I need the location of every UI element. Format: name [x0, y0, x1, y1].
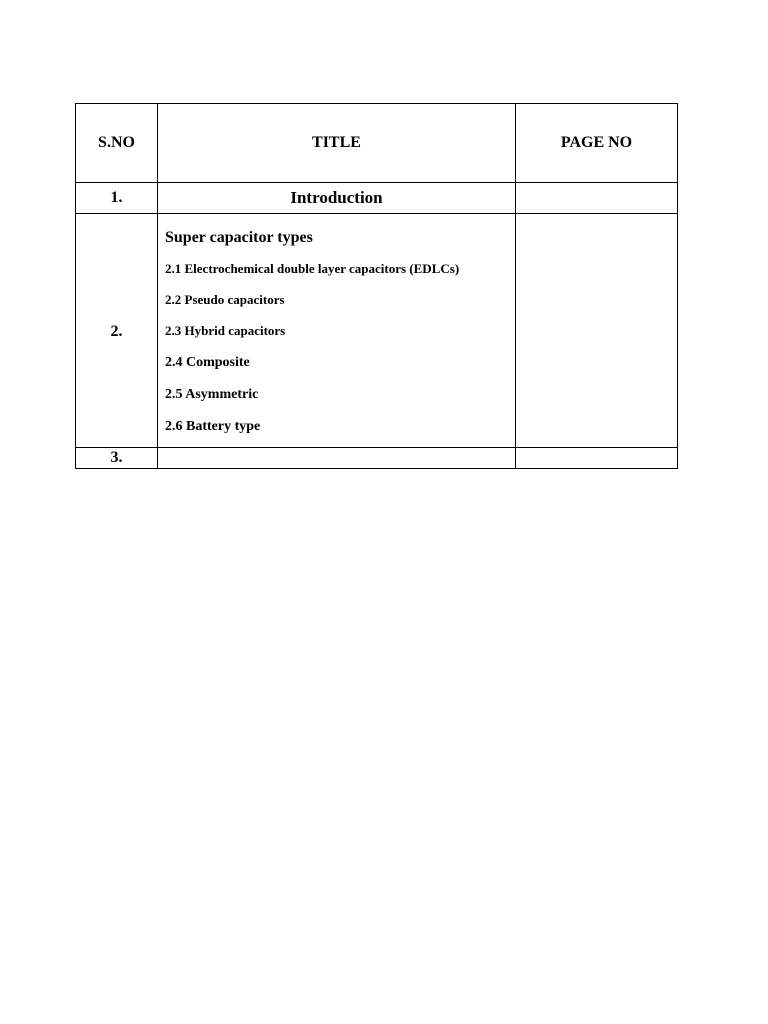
row-sno: 1. — [76, 183, 158, 214]
row-title: Introduction — [158, 183, 516, 214]
header-sno: S.NO — [76, 104, 158, 183]
subsection-item: 2.3 Hybrid capacitors — [165, 322, 286, 338]
header-title: TITLE — [158, 104, 516, 183]
row-title — [158, 448, 516, 469]
table-row — [76, 214, 678, 448]
row-page-no — [516, 214, 678, 448]
row-title-cell — [158, 214, 516, 448]
table-header-row — [76, 104, 678, 183]
table-row — [76, 448, 678, 469]
row-sno: 2. — [76, 214, 158, 448]
row-page-no — [516, 183, 678, 214]
subsection-item: 2.4 Composite — [165, 354, 250, 370]
subsection-item: 2.6 Battery type — [165, 418, 261, 434]
table-row — [76, 183, 678, 214]
header-page-no: PAGE NO — [516, 104, 678, 183]
subsection-item: 2.2 Pseudo capacitors — [165, 291, 285, 307]
contents-table — [75, 103, 678, 469]
row-title: Super capacitor types — [165, 228, 313, 246]
row-page-no — [516, 448, 678, 469]
row-sno: 3. — [76, 448, 158, 469]
subsection-item: 2.5 Asymmetric — [165, 386, 259, 402]
subsection-item: 2.1 Electrochemical double layer capacitors (EDLCs) — [165, 260, 460, 276]
